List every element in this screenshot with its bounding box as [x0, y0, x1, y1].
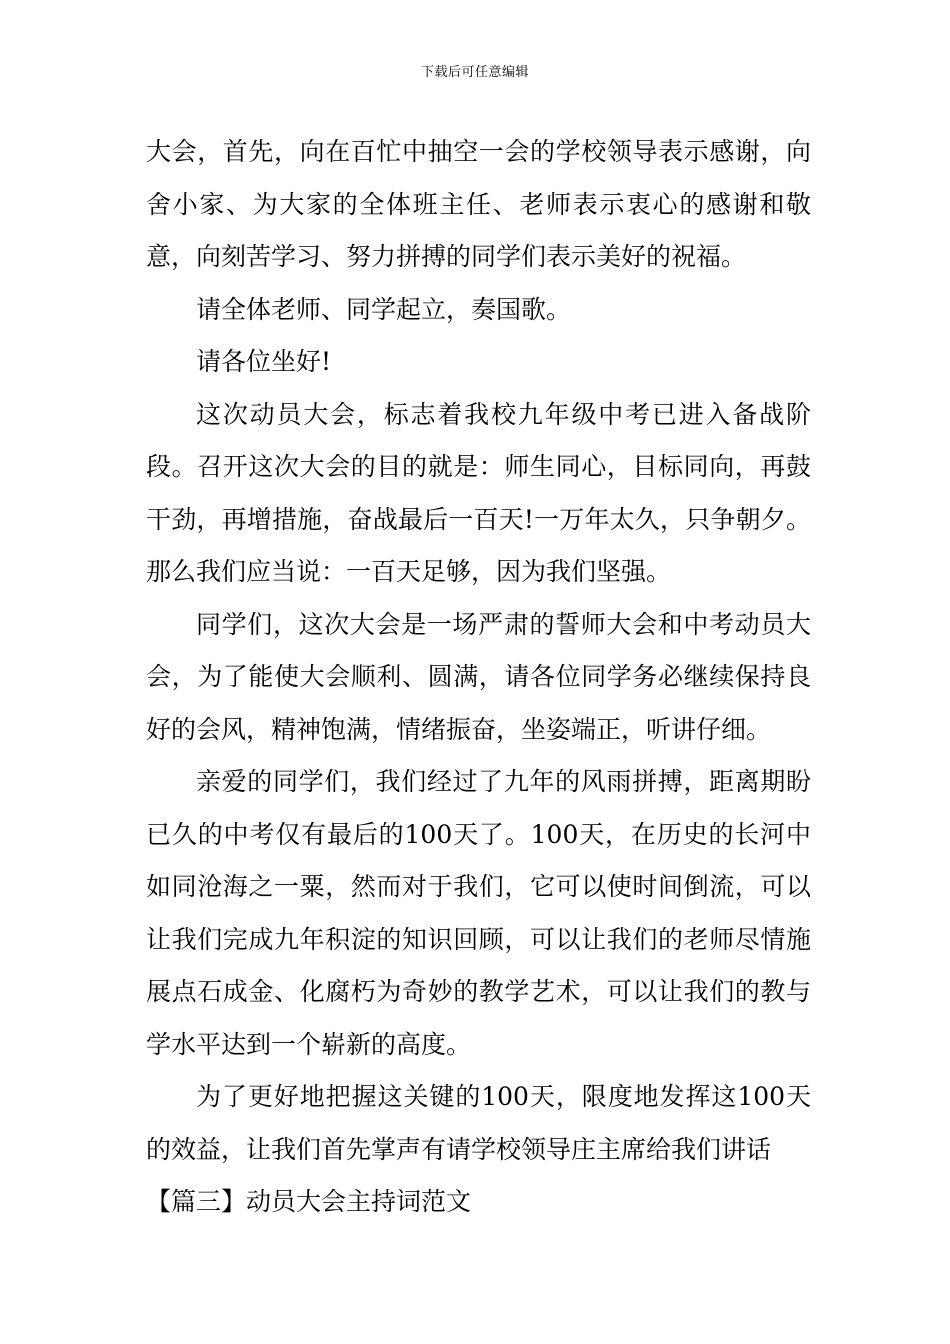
paragraph-meeting-conduct: 同学们，这次大会是一场严肃的誓师大会和中考动员大会，为了能使大会顺利、圆满，请各位同学务必继续保持良好的会风，精神饱满，情绪振奋，坐姿端正，听讲仔细。	[146, 609, 811, 744]
paragraph-anthem: 请全体老师、同学起立，奏国歌。	[196, 294, 572, 324]
paragraph-opening-thanks: 大会，首先，向在百忙中抽空一会的学校领导表示感谢，向舍小家、为大家的全体班主任、老师表示衷心的感谢和敬意，向刻苦学习、努力拼搏的同学们表示美好的祝福。	[146, 137, 811, 271]
paragraph-invite-speaker: 为了更好地把握这关键的100天，限度地发挥这100天的效益，让我们首先掌声有请学校领导庄主席给我们讲话	[146, 1082, 811, 1164]
page-header: 下载后可任意编辑	[420, 65, 529, 80]
section-heading: 【篇三】动员大会主持词范文	[146, 1187, 472, 1216]
paragraph-be-seated: 请各位坐好!	[196, 347, 332, 376]
paragraph-meeting-purpose: 这次动员大会，标志着我校九年级中考已进入备战阶段。召开这次大会的目的就是：师生同心，目标同向，再鼓干劲，再增措施，奋战最后一百天!一万年太久，只争朝夕。那么我们应当说：一百天足够，因为我们坚强。	[146, 399, 811, 586]
document-body	[146, 126, 811, 1229]
paragraph-hundred-days: 亲爱的同学们，我们经过了九年的风雨拼搏，距离期盼已久的中考仅有最后的100天了。100天，在历史的长河中如同沧海之一粟，然而对于我们，它可以使时间倒流，可以让我们完成九年积淀的知识回顾，可以让我们的老师尽情施展点石成金、化腐朽为奇妙的教学艺术，可以让我们的教与学水平达到一个崭新的高度。	[146, 767, 811, 1059]
